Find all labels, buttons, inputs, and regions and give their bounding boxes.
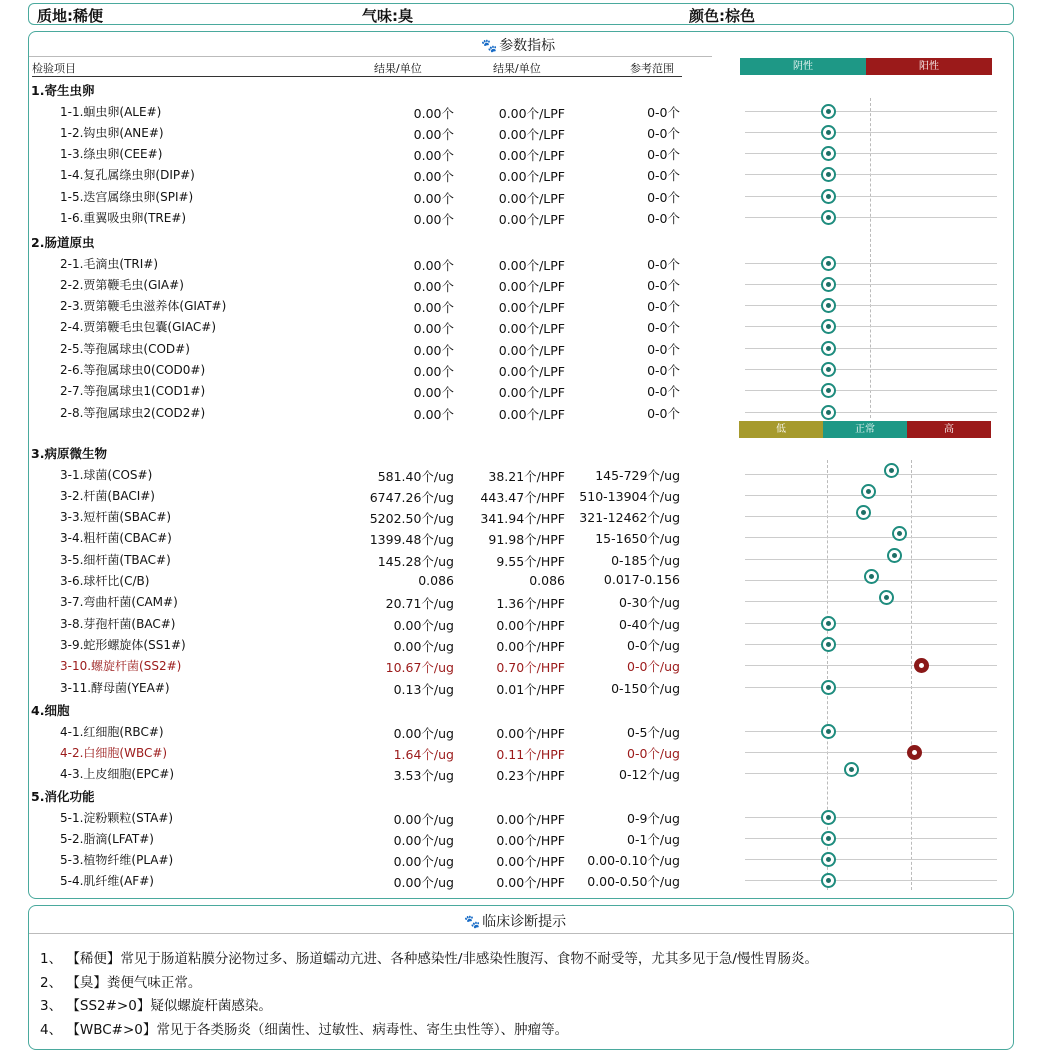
specimen-summary-bar (28, 3, 1014, 25)
row-name: 3-1.球菌(COS#) (60, 467, 153, 482)
legend-low: 低 (739, 421, 823, 438)
row-name: 3-10.螺旋杆菌(SS2#) (60, 659, 182, 674)
row-result-2: 341.94个/HPF (480, 511, 565, 527)
row-reference: 0-150个/ug (611, 680, 680, 696)
gauge-track (745, 601, 997, 602)
cutoff-line-1 (870, 98, 871, 418)
gauge-track (745, 687, 997, 688)
row-result-1: 0.00个 (413, 257, 454, 273)
gauge-track (745, 412, 997, 413)
row-result-1: 0.00个 (413, 321, 454, 337)
row-reference: 0-0个 (647, 363, 680, 378)
row-reference: 0-0个 (647, 384, 680, 400)
row-name: 1-2.钩虫卵(ANE#) (60, 125, 164, 140)
row-reference: 0-0个 (647, 341, 680, 357)
title-divider (29, 56, 712, 57)
row-reference: 0-0个 (647, 277, 680, 293)
row-result-2: 0.00个/HPF (496, 832, 565, 848)
row-result-1: 0.00个 (413, 385, 454, 401)
row-name: 2-1.毛滴虫(TRI#) (60, 256, 159, 271)
row-result-1: 0.00个 (413, 342, 454, 358)
legend-normal: 正常 (823, 421, 907, 438)
row-result-2: 91.98个/HPF (488, 532, 565, 548)
row-reference: 510-13904个/ug (579, 488, 680, 504)
row-result-2: 0.70个/HPF (496, 660, 565, 676)
row-name: 4-2.白细胞(WBC#) (60, 745, 168, 760)
color-label: 颜色:棕色 (689, 7, 755, 25)
row-name: 2-8.等孢属球虫2(COD2#) (60, 405, 206, 420)
row-name: 2-3.贾第鞭毛虫滋养体(GIAT#) (60, 299, 227, 314)
gauge-track (745, 817, 997, 818)
row-name: 4-1.红细胞(RBC#) (60, 724, 164, 739)
gauge-marker (864, 569, 879, 584)
gauge-track (745, 196, 997, 197)
row-name: 1-6.重翼吸虫卵(TRE#) (60, 211, 187, 225)
gauge-track (745, 326, 997, 327)
diagnosis-note: 1、 【稀便】常见于肠道粘膜分泌物过多、肠道蠕动亢进、各种感染性/非感染性腹泻、食物不耐受等，尤其多见于急/慢性胃肠炎。 (40, 951, 818, 967)
section-title: 1.寄生虫卵 (31, 83, 95, 98)
gauge-track (745, 111, 997, 112)
row-reference: 321-12462个/ug (579, 510, 680, 526)
gauge-marker (821, 189, 836, 204)
row-reference: 15-1650个/ug (595, 531, 680, 547)
row-name: 3-4.粗杆菌(CBAC#) (60, 531, 172, 546)
row-result-1: 6747.26个/ug (369, 489, 454, 505)
low-normal-line (827, 460, 828, 890)
row-result-1: 1399.48个/ug (369, 532, 454, 548)
row-result-2: 0.00个/LPF (498, 212, 565, 227)
legend-negative: 阴性 (740, 58, 866, 75)
row-reference: 0-185个/ug (611, 552, 680, 568)
gauge-marker-high (907, 745, 922, 760)
gauge-track (745, 559, 997, 560)
row-name: 1-3.绦虫卵(CEE#) (60, 147, 163, 162)
row-reference: 0-5个/ug (627, 724, 680, 740)
row-reference: 0-30个/ug (619, 595, 680, 611)
gauge-marker (821, 810, 836, 825)
gauge-track (745, 153, 997, 154)
row-reference: 0-0个 (647, 320, 680, 336)
row-name: 4-3.上皮细胞(EPC#) (60, 767, 175, 782)
gauge-track (745, 644, 997, 645)
row-result-1: 0.00个 (413, 212, 454, 227)
row-result-2: 0.00个/HPF (496, 638, 565, 654)
row-result-2: 0.00个/LPF (498, 257, 565, 273)
row-result-2: 0.11个/HPF (496, 746, 565, 762)
normal-high-line (911, 460, 912, 890)
gauge-track (745, 305, 997, 306)
row-reference: 0-1个/ug (627, 831, 680, 847)
row-result-2: 0.23个/HPF (496, 768, 565, 784)
row-reference: 0-12个/ug (619, 767, 680, 783)
row-result-2: 0.00个/LPF (498, 406, 565, 422)
gauge-track (745, 369, 997, 370)
row-name: 2-6.等孢属球虫0(COD0#) (60, 363, 206, 377)
row-reference: 0-9个/ug (627, 810, 680, 826)
row-result-1: 0.00个 (413, 278, 454, 294)
diagnosis-note: 4、 【WBC#>0】常见于各类肠炎（细菌性、过敏性、病毒性、寄生虫性等）、肿瘤等。 (40, 1021, 569, 1038)
row-reference: 0-40个/ug (619, 616, 680, 632)
row-name: 3-8.芽孢杆菌(BAC#) (60, 616, 176, 631)
row-result-2: 0.00个/HPF (496, 875, 565, 891)
row-result-1: 0.00个/ug (393, 832, 454, 848)
col-reference: 参考范围 (630, 62, 674, 75)
row-result-1: 1.64个/ug (393, 746, 454, 762)
row-result-2: 0.00个/LPF (498, 190, 565, 206)
gauge-track (745, 773, 997, 774)
row-result-2: 0.00个/LPF (498, 126, 565, 142)
row-result-1: 5202.50个/ug (369, 511, 454, 527)
gauge-marker (887, 548, 902, 563)
row-result-2: 1.36个/HPF (496, 596, 565, 612)
row-name: 3-3.短杆菌(SBAC#) (60, 510, 172, 525)
gauge-track (745, 752, 997, 753)
row-name: 3-2.杆菌(BACI#) (60, 488, 155, 503)
row-result-1: 10.67个/ug (385, 660, 454, 676)
section-title: 3.病原微生物 (31, 446, 107, 461)
row-result-1: 0.00个 (413, 300, 454, 316)
row-result-1: 0.00个 (413, 126, 454, 142)
row-name: 5-1.淀粉颗粒(STA#) (60, 810, 174, 825)
row-name: 3-6.球杆比(C/B) (60, 574, 150, 588)
row-result-1: 145.28个/ug (377, 553, 454, 569)
legend-positive: 阳性 (866, 58, 992, 75)
row-result-2: 0.00个/LPF (498, 169, 565, 185)
row-result-1: 0.00个/ug (393, 875, 454, 891)
row-result-1: 0.00个 (413, 190, 454, 206)
row-result-2: 0.00个/HPF (496, 725, 565, 741)
row-result-1: 0.00个 (413, 406, 454, 422)
gauge-track (745, 516, 997, 517)
row-name: 1-4.复孔属绦虫卵(DIP#) (60, 168, 195, 183)
row-result-1: 0.13个/ug (393, 681, 454, 697)
row-reference: 0-0个 (647, 299, 680, 315)
gauge-track (745, 665, 997, 666)
legend-high: 高 (907, 421, 991, 438)
row-name: 5-3.植物纤维(PLA#) (60, 853, 174, 868)
row-reference: 0-0个 (647, 168, 680, 184)
row-reference: 0-0个 (647, 125, 680, 141)
gauge-track (745, 474, 997, 475)
gauge-track (745, 859, 997, 860)
gauge-marker (821, 405, 836, 420)
row-result-2: 0.00个/LPF (498, 148, 565, 164)
row-reference: 0.00-0.10个/ug (587, 853, 680, 869)
gauge-track (745, 623, 997, 624)
gauge-track (745, 217, 997, 218)
row-result-1: 0.00个/ug (393, 811, 454, 827)
gauge-marker (884, 463, 899, 478)
row-result-2: 0.00个/LPF (498, 364, 565, 379)
row-result-2: 0.00个/HPF (496, 617, 565, 633)
gauge-marker (821, 341, 836, 356)
row-name: 1-1.蛔虫卵(ALE#) (60, 104, 162, 119)
row-result-2: 0.00个/HPF (496, 811, 565, 827)
gauge-marker (821, 256, 836, 271)
row-result-1: 0.00个 (413, 105, 454, 121)
row-result-1: 0.00个/ug (393, 638, 454, 654)
row-result-1: 0.00个/ug (393, 617, 454, 633)
gauge-track (745, 537, 997, 538)
row-result-1: 0.00个 (413, 364, 454, 379)
row-result-2: 0.00个/LPF (498, 105, 565, 121)
section-title: 2.肠道原虫 (31, 235, 95, 250)
row-name: 5-2.脂滴(LFAT#) (60, 831, 154, 846)
gauge-track (745, 390, 997, 391)
row-reference: 0-0个 (647, 405, 680, 421)
row-result-1: 20.71个/ug (385, 596, 454, 612)
gauge-marker (821, 616, 836, 631)
row-result-1: 3.53个/ug (393, 768, 454, 784)
diagnosis-note: 3、 【SS2#>0】疑似螺旋杆菌感染。 (40, 998, 272, 1014)
row-reference: 0-0个/ug (627, 659, 680, 675)
row-name: 3-5.细杆菌(TBAC#) (60, 552, 171, 567)
gauge-marker (844, 762, 859, 777)
row-reference: 0-0个 (647, 147, 680, 163)
row-reference: 0-0个 (647, 189, 680, 205)
row-result-1: 581.40个/ug (377, 468, 454, 484)
row-reference: 145-729个/ug (595, 467, 680, 483)
gauge-track (745, 880, 997, 881)
paw-icon: 🐾 (464, 915, 481, 930)
gauge-marker (821, 680, 836, 695)
odor-label: 气味:臭 (362, 7, 413, 25)
row-reference: 0-0个 (647, 211, 680, 226)
section-title: 5.消化功能 (31, 789, 95, 804)
row-result-2: 0.00个/LPF (498, 321, 565, 337)
row-name: 3-7.弯曲杆菌(CAM#) (60, 595, 178, 610)
row-reference: 0-0个/ug (627, 637, 680, 653)
paw-icon: 🐾 (481, 39, 498, 54)
gauge-track (745, 263, 997, 264)
row-result-2: 9.55个/HPF (496, 553, 565, 569)
row-name: 3-11.酵母菌(YEA#) (60, 680, 170, 695)
row-result-2: 0.00个/LPF (498, 385, 565, 401)
row-name: 2-7.等孢属球虫1(COD1#) (60, 384, 206, 399)
section-title: 4.细胞 (31, 703, 70, 718)
row-result-2: 0.00个/LPF (498, 342, 565, 358)
row-reference: 0-0个 (647, 256, 680, 272)
row-result-2: 0.00个/LPF (498, 278, 565, 294)
row-result-2: 0.00个/LPF (498, 300, 565, 316)
row-result-1: 0.00个/ug (393, 725, 454, 741)
col-result-1: 结果/单位 (374, 62, 422, 75)
gauge-track (745, 731, 997, 732)
row-result-1: 0.00个/ug (393, 854, 454, 870)
header-rule (32, 76, 682, 77)
row-reference: 0-0个 (647, 104, 680, 120)
row-reference: 0-0个/ug (627, 745, 680, 761)
texture-label: 质地:稀便 (37, 7, 103, 25)
row-reference: 0.017-0.156 (603, 572, 680, 587)
gauge-marker (821, 831, 836, 846)
diagnosis-title: 🐾 临床诊断提示 (464, 914, 567, 930)
col-item: 检验项目 (32, 62, 76, 75)
row-result-2: 0.086 (529, 573, 565, 588)
gauge-track (745, 838, 997, 839)
row-name: 1-5.迭宫属绦虫卵(SPI#) (60, 189, 194, 204)
gauge-track (745, 284, 997, 285)
gauge-marker (821, 277, 836, 292)
gauge-track (745, 174, 997, 175)
row-name: 2-5.等孢属球虫(COD#) (60, 341, 190, 356)
gauge-marker (821, 637, 836, 652)
row-result-1: 0.00个 (413, 169, 454, 185)
row-result-2: 0.01个/HPF (496, 681, 565, 697)
gauge-marker (821, 125, 836, 140)
row-name: 3-9.蛇形螺旋体(SS1#) (60, 637, 186, 652)
row-name: 2-2.贾第鞭毛虫(GIA#) (60, 277, 184, 292)
row-reference: 0.00-0.50个/ug (587, 874, 680, 890)
row-result-2: 0.00个/HPF (496, 854, 565, 870)
gauge-marker (821, 104, 836, 119)
gauge-track (745, 348, 997, 349)
row-name: 2-4.贾第鞭毛虫包囊(GIAC#) (60, 320, 217, 335)
row-result-2: 443.47个/HPF (480, 489, 565, 505)
row-result-1: 0.00个 (413, 148, 454, 164)
gauge-track (745, 132, 997, 133)
diagnosis-divider (29, 933, 1013, 934)
parameters-title: 🐾 参数指标 (481, 38, 556, 54)
row-result-2: 38.21个/HPF (488, 468, 565, 484)
col-result-2: 结果/单位 (493, 62, 541, 75)
gauge-marker (821, 724, 836, 739)
diagnosis-note: 2、 【臭】粪便气味正常。 (40, 974, 202, 991)
row-result-1: 0.086 (418, 573, 454, 588)
row-name: 5-4.肌纤维(AF#) (60, 874, 154, 889)
